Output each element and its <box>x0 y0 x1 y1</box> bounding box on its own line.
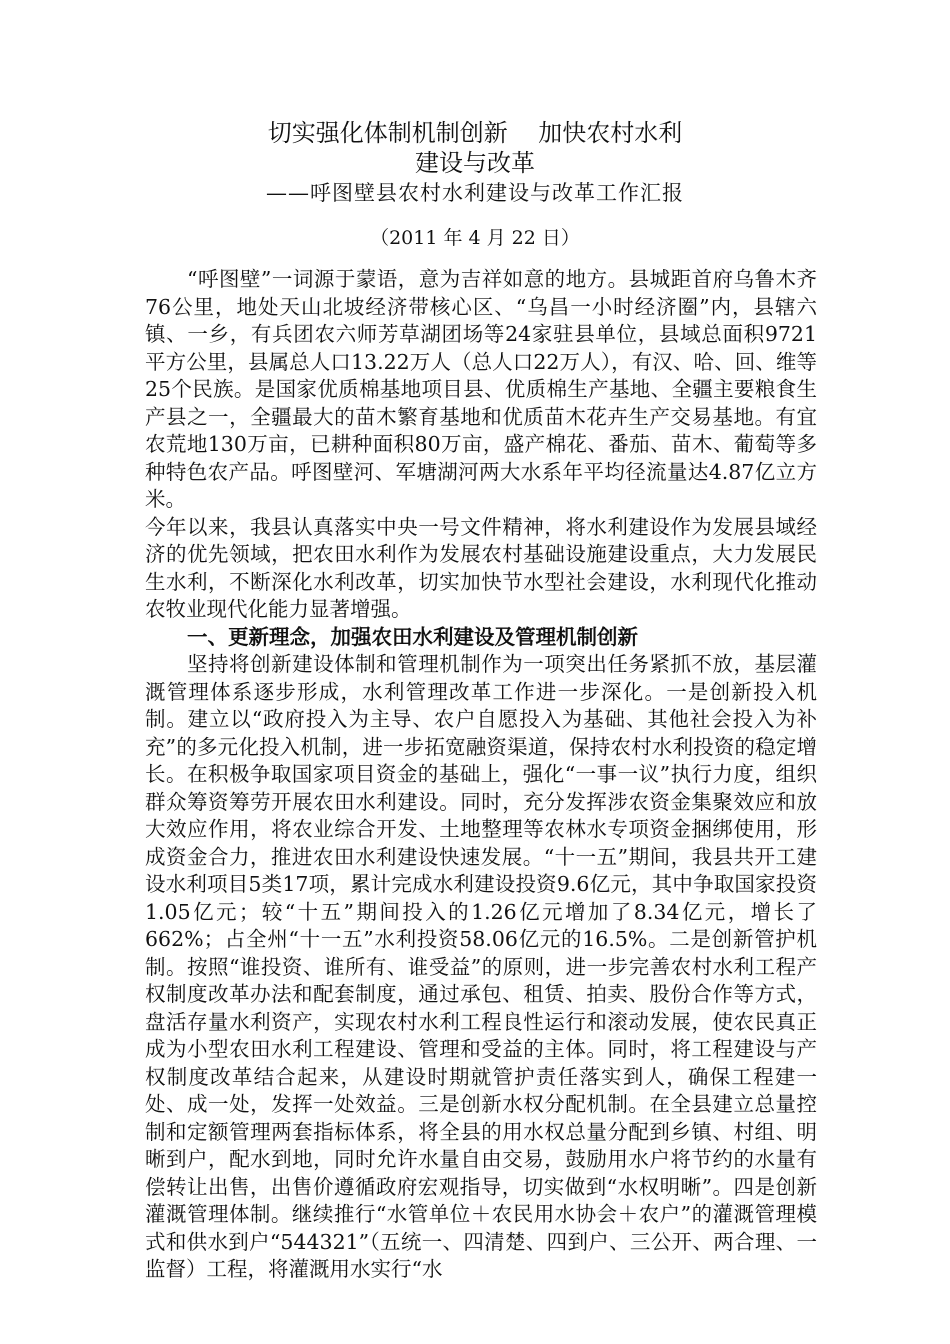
title-block <box>0 118 950 207</box>
section-1-heading: 一、更新理念，加强农田水利建设及管理机制创新 <box>187 624 638 649</box>
section-1-paragraph: 坚持将创新建设体制和管理机制作为一项突出任务紧抓不放，基层灌溉管理体系逐步形成，水利管理改革工作进一步深化。一是创新投入机制。建立以“政府投入为主导、农户自愿投入为基础、其他社会投入为补充”的多元化投入机制，进一步拓宽融资渠道，保持农村水利投资的稳定增长。在积极争取国家项目资金的基础上，强化“一事一议”执行力度，组织群众筹资筹劳开展农田水利建设。同时，充分发挥涉农资金集聚效应和放大效应作用，将农业综合开发、土地整理等农林水专项资金捆绑使用，形成资金合力，推进农田水利建设快速发展。“十一五”期间，我县共开工建设水利项目5类17项，累计完成水利建设投资9.6亿元，其中争取国家投资1.05亿元；较“十五”期间投入的1.26亿元增加了8.34亿元，增长了662%；占全州“十一五”水利投资58.06亿元的16.5%。二是创新管护机制。按照“谁投资、谁所有、谁受益”的原则，进一步完善农村水利工程产权制度改革办法和配套制度，通过承包、租赁、拍卖、股份合作等方式，盘活存量水利资产，实现农村水利工程良性运行和滚动发展，使农民真正成为小型农田水利工程建设、管理和受益的主体。同时，将工程建设与产权制度改革结合起来，从建设时期就管护责任落实到人，确保工程建一处、成一处，发挥一处效益。三是创新水权分配机制。在全县建立总量控制和定额管理两套指标体系，将全县的用水权总量分配到乡镇、村组、明晰到户，配水到地，同时允许水量自由交易，鼓励用水户将节约的水量有偿转让出售，出售价遵循政府宏观指导，切实做到“水权明晰”。四是创新灌溉管理体制。继续推行“水管单位＋农民用水协会＋农户”的灌溉管理模式和供水到户“544321”（五统一、四清楚、四到户、三公开、两合理、一监督）工程，将灌溉用水实行“水 <box>145 652 817 1281</box>
document-subtitle: ——呼图壁县农村水利建设与改革工作汇报 <box>266 181 684 205</box>
intro-paragraph: “呼图壁”一词源于蒙语，意为吉祥如意的地方。县城距首府乌鲁木齐76公里，地处天山北坡经济带核心区、“乌昌一小时经济圈”内，县辖六镇、一乡，有兵团农六师芳草湖团场等24家驻县单位，县域总面积9721平方公里，县属总人口13.22万人（总人口22万人），有汉、哈、回、维等25个民族。是国家优质棉基地项目县、优质棉生产基地、全疆主要粮食生产县之一，全疆最大的苗木繁育基地和优质苗木花卉生产交易基地。有宜农荒地130万亩，已耕种面积80万亩，盛产棉花、番茄、苗木、葡萄等多种特色农产品。呼图壁河、军塘湖河两大水系年平均径流量达4.87亿立方米。 <box>145 267 817 511</box>
document-title-line-2: 建设与改革 <box>415 149 535 177</box>
document-date: （2011 年 4 月 22 日） <box>370 227 580 249</box>
summary-paragraph: 今年以来，我县认真落实中央一号文件精神，将水利建设作为发展县域经济的优先领域，把农田水利作为发展农村基础设施建设重点，大力发展民生水利，不断深化水利改革，切实加快节水型社会建设，水利现代化推动农牧业现代化能力显著增强。 <box>145 514 817 621</box>
document-body <box>145 266 817 1284</box>
document-title-line-1: 切实强化体制机制创新 加快农村水利 <box>267 119 683 147</box>
